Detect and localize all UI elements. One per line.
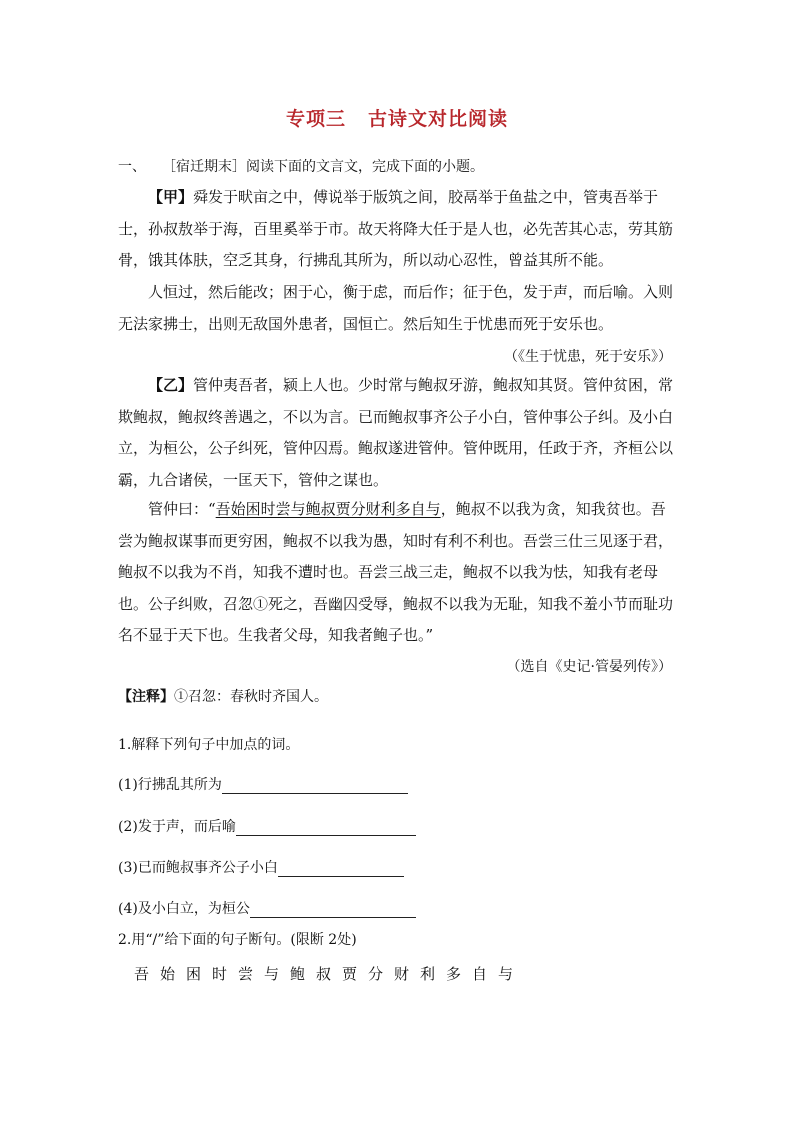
- q1-prompt: 1.解释下列句子中加点的词。: [118, 737, 300, 753]
- q1-item-2-text: (2)发于声，而后喻: [118, 819, 236, 835]
- jia-text-2: 人恒过，然后能改；困于心，衡于虑，而后作；征于色，发于声，而后喻。入则无法家拂士，出则无敌国外患者，国恒亡。然后知生于忧患而死于安乐也。: [118, 283, 674, 333]
- yi-paragraph-2: [118, 494, 680, 652]
- yi-tag: 【乙】: [148, 376, 194, 394]
- yi-paragraph-1: [118, 370, 680, 496]
- yi-source: （选自《史记·管晏列传》）: [506, 659, 672, 675]
- yi-text-2: ，鲍叔不以我为贪，知我贫也。吾尝为鲍叔谋事而更穷困，鲍叔不以我为愚，知时有利不利也。吾尝三仕三见逐于君，鲍叔不以我为不肖，知我不遭时也。吾尝三战三走，鲍叔不以我为怯，知我有老母也。公子纠败，召忽①死之，吾幽囚受辱，鲍叔不以我为无耻，知我不羞小节而耻功名不显于天下也。生我者父母，知我者鲍子也。”: [118, 500, 674, 644]
- q1-item-1: [118, 774, 408, 794]
- q1-item-4-text: (4)及小白立，为桓公: [118, 901, 250, 917]
- title-part1: 专项三: [285, 108, 346, 130]
- jia-paragraph-2: [118, 277, 680, 340]
- q1-item-4: [118, 898, 416, 918]
- answer-line-3[interactable]: [278, 861, 404, 877]
- q1-item-2: [118, 816, 416, 836]
- annotation-tag: 【注释】: [118, 689, 174, 705]
- yi-quote-lead: 管仲曰：“: [148, 500, 216, 518]
- jia-text-1: 舜发于畎亩之中，傅说举于版筑之间，胶鬲举于鱼盐之中，管夷吾举于士，孙叔敖举于海，百里奚举于市。故天将降大任于是人也，必先苦其心志，劳其筋骨，饿其体肤，空乏其身，行拂乱其所为，所以动心忍性，曾益其所不能。: [118, 188, 674, 269]
- question-number: 一、: [118, 159, 146, 175]
- jia-source: （《生于忧患，死于安乐》）: [504, 349, 672, 365]
- yi-underlined-sentence: 吾始困时尝与鲍叔贾分财利多自与: [215, 500, 441, 518]
- yi-text-1: 管仲夷吾者，颍上人也。少时常与鲍叔牙游，鲍叔知其贤。管仲贫困，常欺鲍叔，鲍叔终善遇之，不以为言。已而鲍叔事齐公子小白，管仲事公子纠。及小白立，为桓公，公子纠死，管仲囚焉。鲍叔遂进管仲。管仲既用，任政于齐，齐桓公以霸，九合诸侯，一匡天下，管仲之谋也。: [118, 376, 674, 489]
- q2-prompt: 2.用“/”给下面的句子断句。(限断 2处): [118, 932, 357, 948]
- annotation: [118, 686, 328, 706]
- q1-item-1-text: (1)行拂乱其所为: [118, 777, 222, 793]
- question-instruction: ［宿迁期末］阅读下面的文言文，完成下面的小题。: [162, 159, 484, 175]
- jia-tag: 【甲】: [148, 188, 194, 206]
- question-heading: [118, 156, 484, 176]
- answer-line-1[interactable]: [222, 778, 408, 794]
- annotation-text: ①召忽：春秋时齐国人。: [174, 689, 328, 705]
- page-title: [0, 104, 794, 131]
- q1-item-3-text: (3)已而鲍叔事齐公子小白: [118, 860, 278, 876]
- q1-item-3: [118, 857, 404, 877]
- title-part2: 古诗文对比阅读: [368, 108, 509, 130]
- jia-paragraph-1: [118, 182, 680, 277]
- q2-sentence[interactable]: 吾始困时尝与鲍叔贾分财利多自与: [134, 965, 525, 983]
- answer-line-2[interactable]: [236, 820, 416, 836]
- answer-line-4[interactable]: [250, 902, 416, 918]
